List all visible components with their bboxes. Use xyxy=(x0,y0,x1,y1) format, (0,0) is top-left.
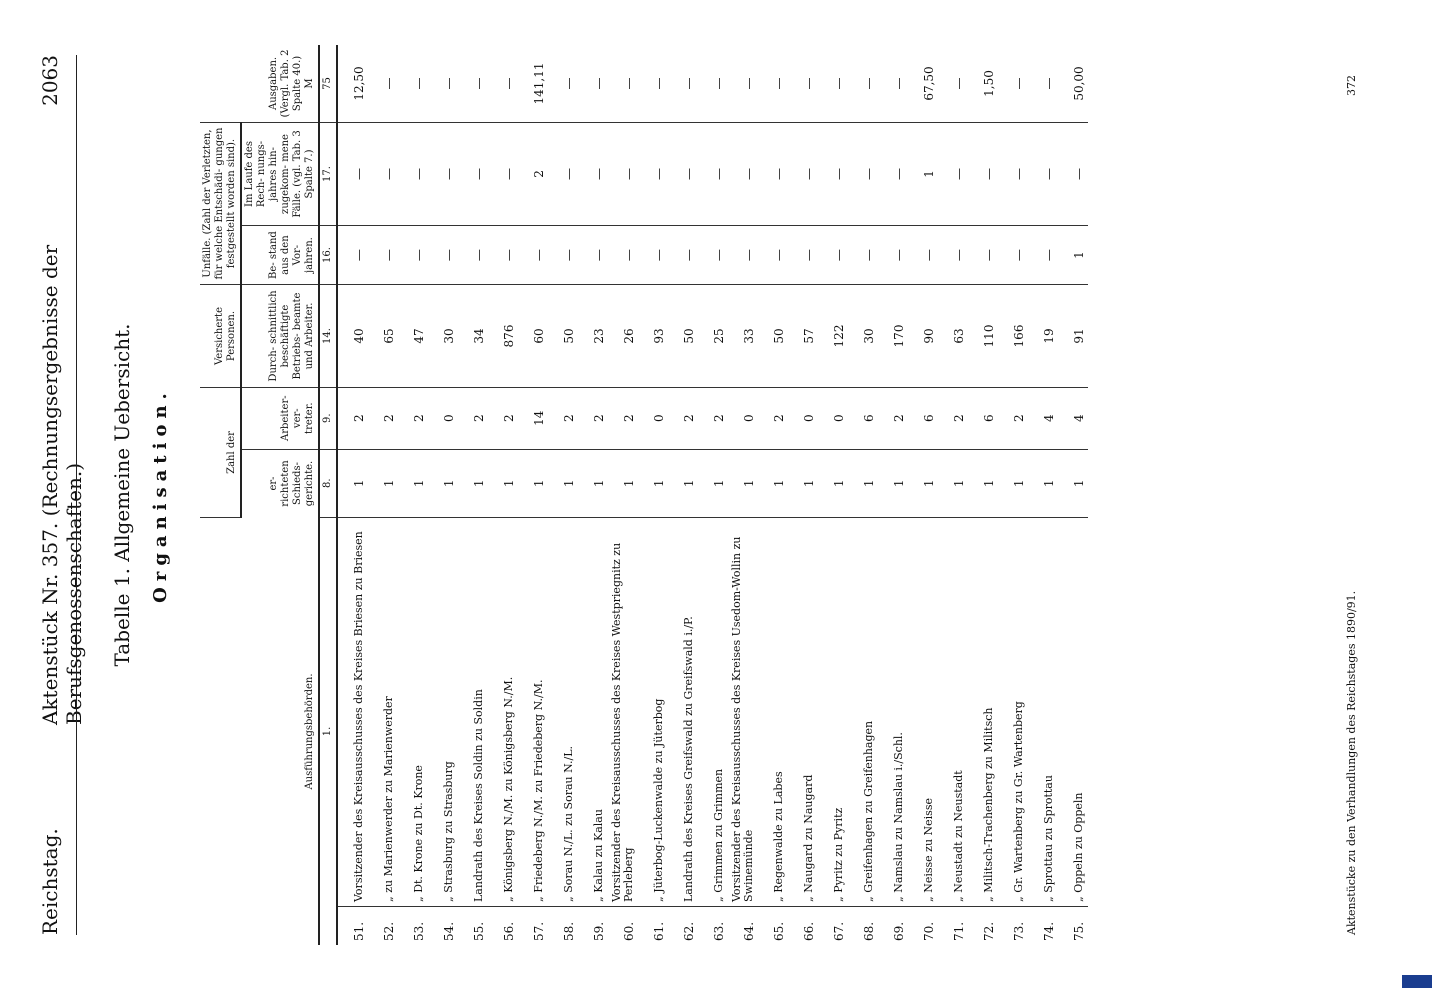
cell-neu: — xyxy=(337,122,368,225)
dfg-logo xyxy=(1402,975,1432,988)
cell-nr: 66. xyxy=(802,921,816,941)
cell-bestand: — xyxy=(788,226,818,285)
cell-nr: 72. xyxy=(982,921,996,941)
colnum: 9. xyxy=(319,387,337,449)
header-center: Aktenstück Nr. 357. (Rechnungsergebnisse der Berufsgenossenschaften.) xyxy=(38,244,86,725)
cell-ausg: — xyxy=(788,45,818,122)
cell-nr: 53. xyxy=(412,921,426,941)
cell-nr: 70. xyxy=(922,921,936,941)
cell-er: 1 xyxy=(938,449,968,517)
table-row xyxy=(908,45,938,945)
cell-name: „ Militsch-Trachenberg zu Militsch xyxy=(968,518,998,907)
cell-bestand: — xyxy=(1028,226,1058,285)
cell-arb: 2 xyxy=(458,387,488,449)
table-row xyxy=(578,45,608,945)
cell-ausg: — xyxy=(398,45,428,122)
cell-er: 1 xyxy=(578,449,608,517)
cell-vers: 110 xyxy=(968,285,998,388)
cell-er: 1 xyxy=(878,449,908,517)
cell-vers: 170 xyxy=(878,285,908,388)
cell-ausg: — xyxy=(1028,45,1058,122)
cell-bestand: — xyxy=(998,226,1028,285)
cell-arb: 2 xyxy=(998,387,1028,449)
col-header-vers: Versicherte Personen. xyxy=(200,285,241,388)
cell-er: 1 xyxy=(458,449,488,517)
data-table xyxy=(200,45,1088,945)
cell-bestand: — xyxy=(848,226,878,285)
cell-bestand: — xyxy=(518,226,548,285)
side-credit xyxy=(1406,10,1430,990)
cell-nr: 63. xyxy=(712,921,726,941)
header-rule xyxy=(76,55,77,935)
cell-nr: 68. xyxy=(862,921,876,941)
col-header-zahl: Zahl der xyxy=(200,387,241,517)
cell-vers: 93 xyxy=(638,285,668,388)
footer-right: 372 xyxy=(1345,75,1358,96)
section-title: Organisation. xyxy=(150,387,171,603)
cell-bestand: — xyxy=(458,226,488,285)
cell-arb: 2 xyxy=(488,387,518,449)
cell-neu: — xyxy=(938,122,968,225)
table-row xyxy=(428,45,458,945)
cell-vers: 26 xyxy=(608,285,638,388)
cell-nr: 60. xyxy=(622,921,636,941)
table-body xyxy=(337,45,1088,945)
cell-name: Vorsitzender des Kreisausschusses des Kreises Briesen zu Briesen xyxy=(337,518,368,907)
cell-name: „ Neustadt zu Neustadt xyxy=(938,518,968,907)
table-row xyxy=(698,45,728,945)
cell-arb: 2 xyxy=(578,387,608,449)
cell-arb: 6 xyxy=(968,387,998,449)
cell-neu: — xyxy=(968,122,998,225)
col-header-ausgaben xyxy=(200,45,319,122)
table-row xyxy=(518,45,548,945)
table-row xyxy=(938,45,968,945)
table-row xyxy=(848,45,878,945)
cell-neu: — xyxy=(728,122,758,225)
cell-ausg: — xyxy=(938,45,968,122)
cell-name: „ Sprottau zu Sprottau xyxy=(1028,518,1058,907)
cell-ausg: — xyxy=(878,45,908,122)
cell-arb: 2 xyxy=(368,387,398,449)
cell-ausg: — xyxy=(668,45,698,122)
cell-arb: 6 xyxy=(908,387,938,449)
cell-neu: — xyxy=(1028,122,1058,225)
cell-neu: — xyxy=(488,122,518,225)
cell-ausg: — xyxy=(728,45,758,122)
cell-bestand: — xyxy=(728,226,758,285)
table-row xyxy=(337,45,368,945)
cell-vers: 90 xyxy=(908,285,938,388)
col-header-behoerden: Ausführungsbehörden. xyxy=(200,518,319,946)
cell-ausg: — xyxy=(608,45,638,122)
cell-ausg: — xyxy=(578,45,608,122)
page-number: 2063 xyxy=(38,55,62,106)
cell-name: „ Greifenhagen zu Greifenhagen xyxy=(848,518,878,907)
cell-vers: 30 xyxy=(848,285,878,388)
cell-neu: — xyxy=(428,122,458,225)
cell-arb: 0 xyxy=(818,387,848,449)
cell-ausg: 141,11 xyxy=(518,45,548,122)
cell-arb: 4 xyxy=(1058,387,1088,449)
table-row xyxy=(1028,45,1058,945)
colnum: 14. xyxy=(319,285,337,388)
cell-name: „ Sorau N./L. zu Sorau N./L. xyxy=(548,518,578,907)
cell-arb: 0 xyxy=(728,387,758,449)
cell-nr: 64. xyxy=(742,921,756,941)
cell-nr: 52. xyxy=(382,921,396,941)
cell-vers: 23 xyxy=(578,285,608,388)
cell-er: 1 xyxy=(488,449,518,517)
cell-er: 1 xyxy=(398,449,428,517)
cell-ausg: — xyxy=(488,45,518,122)
cell-arb: 0 xyxy=(788,387,818,449)
cell-bestand: — xyxy=(818,226,848,285)
cell-neu: 2 xyxy=(518,122,548,225)
cell-er: 1 xyxy=(908,449,938,517)
table-row xyxy=(548,45,578,945)
cell-neu: — xyxy=(998,122,1028,225)
cell-nr: 74. xyxy=(1042,921,1056,941)
cell-neu: — xyxy=(638,122,668,225)
cell-nr: 57. xyxy=(532,921,546,941)
cell-nr: 59. xyxy=(592,921,606,941)
cell-arb: 2 xyxy=(668,387,698,449)
cell-nr: 51. xyxy=(352,921,366,941)
cell-ausg: — xyxy=(458,45,488,122)
cell-vers: 57 xyxy=(788,285,818,388)
cell-bestand: — xyxy=(908,226,938,285)
cell-ausg: — xyxy=(428,45,458,122)
cell-vers: 25 xyxy=(698,285,728,388)
footer-left: Aktenstücke zu den Verhandlungen des Reichstages 1890/91. xyxy=(1345,590,1358,935)
table-row xyxy=(998,45,1028,945)
cell-vers: 50 xyxy=(758,285,788,388)
cell-er: 1 xyxy=(758,449,788,517)
colnum: 16. xyxy=(319,226,337,285)
cell-name: „ zu Marienwerder zu Marienwerder xyxy=(368,518,398,907)
cell-neu: — xyxy=(698,122,728,225)
cell-er: 1 xyxy=(638,449,668,517)
table-row xyxy=(818,45,848,945)
cell-ausg: 12,50 xyxy=(337,45,368,122)
cell-nr: 65. xyxy=(772,921,786,941)
cell-bestand: — xyxy=(698,226,728,285)
cell-name: „ Gr. Wartenberg zu Gr. Wartenberg xyxy=(998,518,1028,907)
cell-ausg: 50,00 xyxy=(1058,45,1088,122)
cell-name: „ Königsberg N./M. zu Königsberg N./M. xyxy=(488,518,518,907)
cell-name: „ Namslau zu Namslau i./Schl. xyxy=(878,518,908,907)
cell-bestand: — xyxy=(428,226,458,285)
cell-er: 1 xyxy=(998,449,1028,517)
cell-er: 1 xyxy=(788,449,818,517)
cell-er: 1 xyxy=(668,449,698,517)
table-row xyxy=(638,45,668,945)
cell-nr: 71. xyxy=(952,921,966,941)
cell-bestand: — xyxy=(638,226,668,285)
cell-ausg: — xyxy=(998,45,1028,122)
cell-name: „ Naugard zu Naugard xyxy=(788,518,818,907)
table-row xyxy=(368,45,398,945)
header-left: Reichstag. xyxy=(38,828,62,935)
cell-neu: — xyxy=(1058,122,1088,225)
cell-ausg: — xyxy=(818,45,848,122)
cell-bestand: — xyxy=(578,226,608,285)
cell-neu: — xyxy=(668,122,698,225)
cell-arb: 2 xyxy=(878,387,908,449)
cell-arb: 4 xyxy=(1028,387,1058,449)
cell-neu: 1 xyxy=(908,122,938,225)
cell-nr: 54. xyxy=(442,921,456,941)
cell-name: „ Jüterbog-Luckenwalde zu Jüterbog xyxy=(638,518,668,907)
table-row xyxy=(758,45,788,945)
cell-bestand: — xyxy=(668,226,698,285)
rotated-page xyxy=(0,15,1380,975)
cell-ausg: — xyxy=(638,45,668,122)
cell-ausg: — xyxy=(758,45,788,122)
cell-vers: 47 xyxy=(398,285,428,388)
cell-er: 1 xyxy=(968,449,998,517)
cell-nr: 56. xyxy=(502,921,516,941)
table-row xyxy=(1058,45,1088,945)
cell-neu: — xyxy=(578,122,608,225)
page-header xyxy=(32,55,86,935)
cell-ausg: 67,50 xyxy=(908,45,938,122)
cell-name: „ Neisse zu Neisse xyxy=(908,518,938,907)
cell-arb: 2 xyxy=(938,387,968,449)
cell-bestand: — xyxy=(608,226,638,285)
cell-er: 1 xyxy=(428,449,458,517)
cell-neu: — xyxy=(788,122,818,225)
colnum: 1. xyxy=(319,518,337,946)
cell-er: 1 xyxy=(1058,449,1088,517)
cell-arb: 2 xyxy=(337,387,368,449)
col-header-er: er- richteten Schieds- gerichte. xyxy=(241,449,319,517)
cell-vers: 166 xyxy=(998,285,1028,388)
cell-name: Vorsitzender des Kreisausschusses des Kreises Westpriegnitz zu Perleberg xyxy=(608,518,638,907)
cell-bestand: — xyxy=(938,226,968,285)
col-header-arb: Arbeiter- ver- treter. xyxy=(241,387,319,449)
table-row xyxy=(488,45,518,945)
cell-name: Landrath des Kreises Soldin zu Soldin xyxy=(458,518,488,907)
cell-name: „ Friedeberg N./M. zu Friedeberg N./M. xyxy=(518,518,548,907)
cell-bestand: — xyxy=(548,226,578,285)
cell-name: „ Dt. Krone zu Dt. Krone xyxy=(398,518,428,907)
cell-arb: 14 xyxy=(518,387,548,449)
cell-er: 1 xyxy=(818,449,848,517)
cell-vers: 876 xyxy=(488,285,518,388)
cell-arb: 0 xyxy=(428,387,458,449)
cell-bestand: — xyxy=(968,226,998,285)
cell-arb: 2 xyxy=(758,387,788,449)
cell-name: Vorsitzender des Kreisausschusses des Kreises Usedom-Wollin zu Swinemünde xyxy=(728,518,758,907)
cell-neu: — xyxy=(548,122,578,225)
cell-er: 1 xyxy=(608,449,638,517)
table-title: Tabelle 1. Allgemeine Uebersicht. xyxy=(110,323,134,667)
col-header-unfaelle: Unfälle. (Zahl der Verletzten, für welche Entschädi- gungen festgestellt worden sind). xyxy=(200,122,241,284)
cell-arb: 6 xyxy=(848,387,878,449)
table-row xyxy=(398,45,428,945)
cell-ausg: 1,50 xyxy=(968,45,998,122)
cell-ausg: — xyxy=(548,45,578,122)
cell-name: „ Kalau zu Kalau xyxy=(578,518,608,907)
cell-vers: 33 xyxy=(728,285,758,388)
cell-er: 1 xyxy=(518,449,548,517)
cell-bestand: — xyxy=(488,226,518,285)
cell-arb: 2 xyxy=(608,387,638,449)
cell-vers: 122 xyxy=(818,285,848,388)
cell-vers: 40 xyxy=(337,285,368,388)
cell-neu: — xyxy=(608,122,638,225)
cell-arb: 2 xyxy=(548,387,578,449)
cell-neu: — xyxy=(458,122,488,225)
cell-er: 1 xyxy=(337,449,368,517)
table-row xyxy=(668,45,698,945)
table-row xyxy=(458,45,488,945)
cell-bestand: — xyxy=(758,226,788,285)
cell-er: 1 xyxy=(728,449,758,517)
colnum: 17. xyxy=(319,122,337,225)
cell-vers: 60 xyxy=(518,285,548,388)
cell-vers: 19 xyxy=(1028,285,1058,388)
col-header-bestand: Be- stand aus den Vor- jahren. xyxy=(241,226,319,285)
cell-vers: 34 xyxy=(458,285,488,388)
cell-nr: 61. xyxy=(652,921,666,941)
table-row xyxy=(968,45,998,945)
cell-ausg: — xyxy=(848,45,878,122)
table-row xyxy=(878,45,908,945)
col-header-neu: Im Laufe des Rech- nungs- jahres hin- zugekom- mene Fälle. (vgl. Tab. 3 Spalte 7.) xyxy=(241,122,319,225)
cell-nr: 67. xyxy=(832,921,846,941)
cell-ausg: — xyxy=(698,45,728,122)
cell-vers: 50 xyxy=(548,285,578,388)
cell-vers: 63 xyxy=(938,285,968,388)
cell-arb: 2 xyxy=(698,387,728,449)
cell-bestand: 1 xyxy=(1058,226,1088,285)
cell-vers: 91 xyxy=(1058,285,1088,388)
cell-arb: 0 xyxy=(638,387,668,449)
cell-ausg: — xyxy=(368,45,398,122)
table-row xyxy=(788,45,818,945)
cell-neu: — xyxy=(818,122,848,225)
cell-nr: 75. xyxy=(1072,921,1086,941)
cell-nr: 69. xyxy=(892,921,906,941)
cell-nr: 58. xyxy=(562,921,576,941)
cell-neu: — xyxy=(848,122,878,225)
cell-er: 1 xyxy=(368,449,398,517)
cell-name: „ Oppeln zu Oppeln xyxy=(1058,518,1088,907)
cell-er: 1 xyxy=(548,449,578,517)
cell-nr: 62. xyxy=(682,921,696,941)
cell-bestand: — xyxy=(368,226,398,285)
cell-er: 1 xyxy=(848,449,878,517)
col-header-ausgaben-label: Ausgaben. (Vergl. Tab. 2 Spalte 40.) xyxy=(268,49,303,118)
cell-vers: 30 xyxy=(428,285,458,388)
cell-arb: 2 xyxy=(398,387,428,449)
cell-name: „ Pyritz zu Pyritz xyxy=(818,518,848,907)
cell-bestand: — xyxy=(398,226,428,285)
cell-neu: — xyxy=(878,122,908,225)
cell-bestand: — xyxy=(878,226,908,285)
colnum: 75 xyxy=(319,45,337,122)
cell-name: „ Strasburg zu Strasburg xyxy=(428,518,458,907)
cell-er: 1 xyxy=(698,449,728,517)
colnum: 8. xyxy=(319,449,337,517)
col-header-vers-sub: Durch- schnittlich beschäftigte Betriebs- beamte und Arbeiter. xyxy=(241,285,319,388)
cell-nr: 55. xyxy=(472,921,486,941)
cell-neu: — xyxy=(758,122,788,225)
cell-vers: 50 xyxy=(668,285,698,388)
cell-nr: 73. xyxy=(1012,921,1026,941)
cell-neu: — xyxy=(368,122,398,225)
col-header-ausgaben-unit: M xyxy=(304,78,315,89)
cell-name: Landrath des Kreises Greifswald zu Greifswald i./P. xyxy=(668,518,698,907)
cell-name: „ Regenwalde zu Labes xyxy=(758,518,788,907)
cell-neu: — xyxy=(398,122,428,225)
table-row xyxy=(728,45,758,945)
table-row xyxy=(608,45,638,945)
cell-name: „ Grimmen zu Grimmen xyxy=(698,518,728,907)
cell-vers: 65 xyxy=(368,285,398,388)
cell-er: 1 xyxy=(1028,449,1058,517)
cell-bestand: — xyxy=(337,226,368,285)
